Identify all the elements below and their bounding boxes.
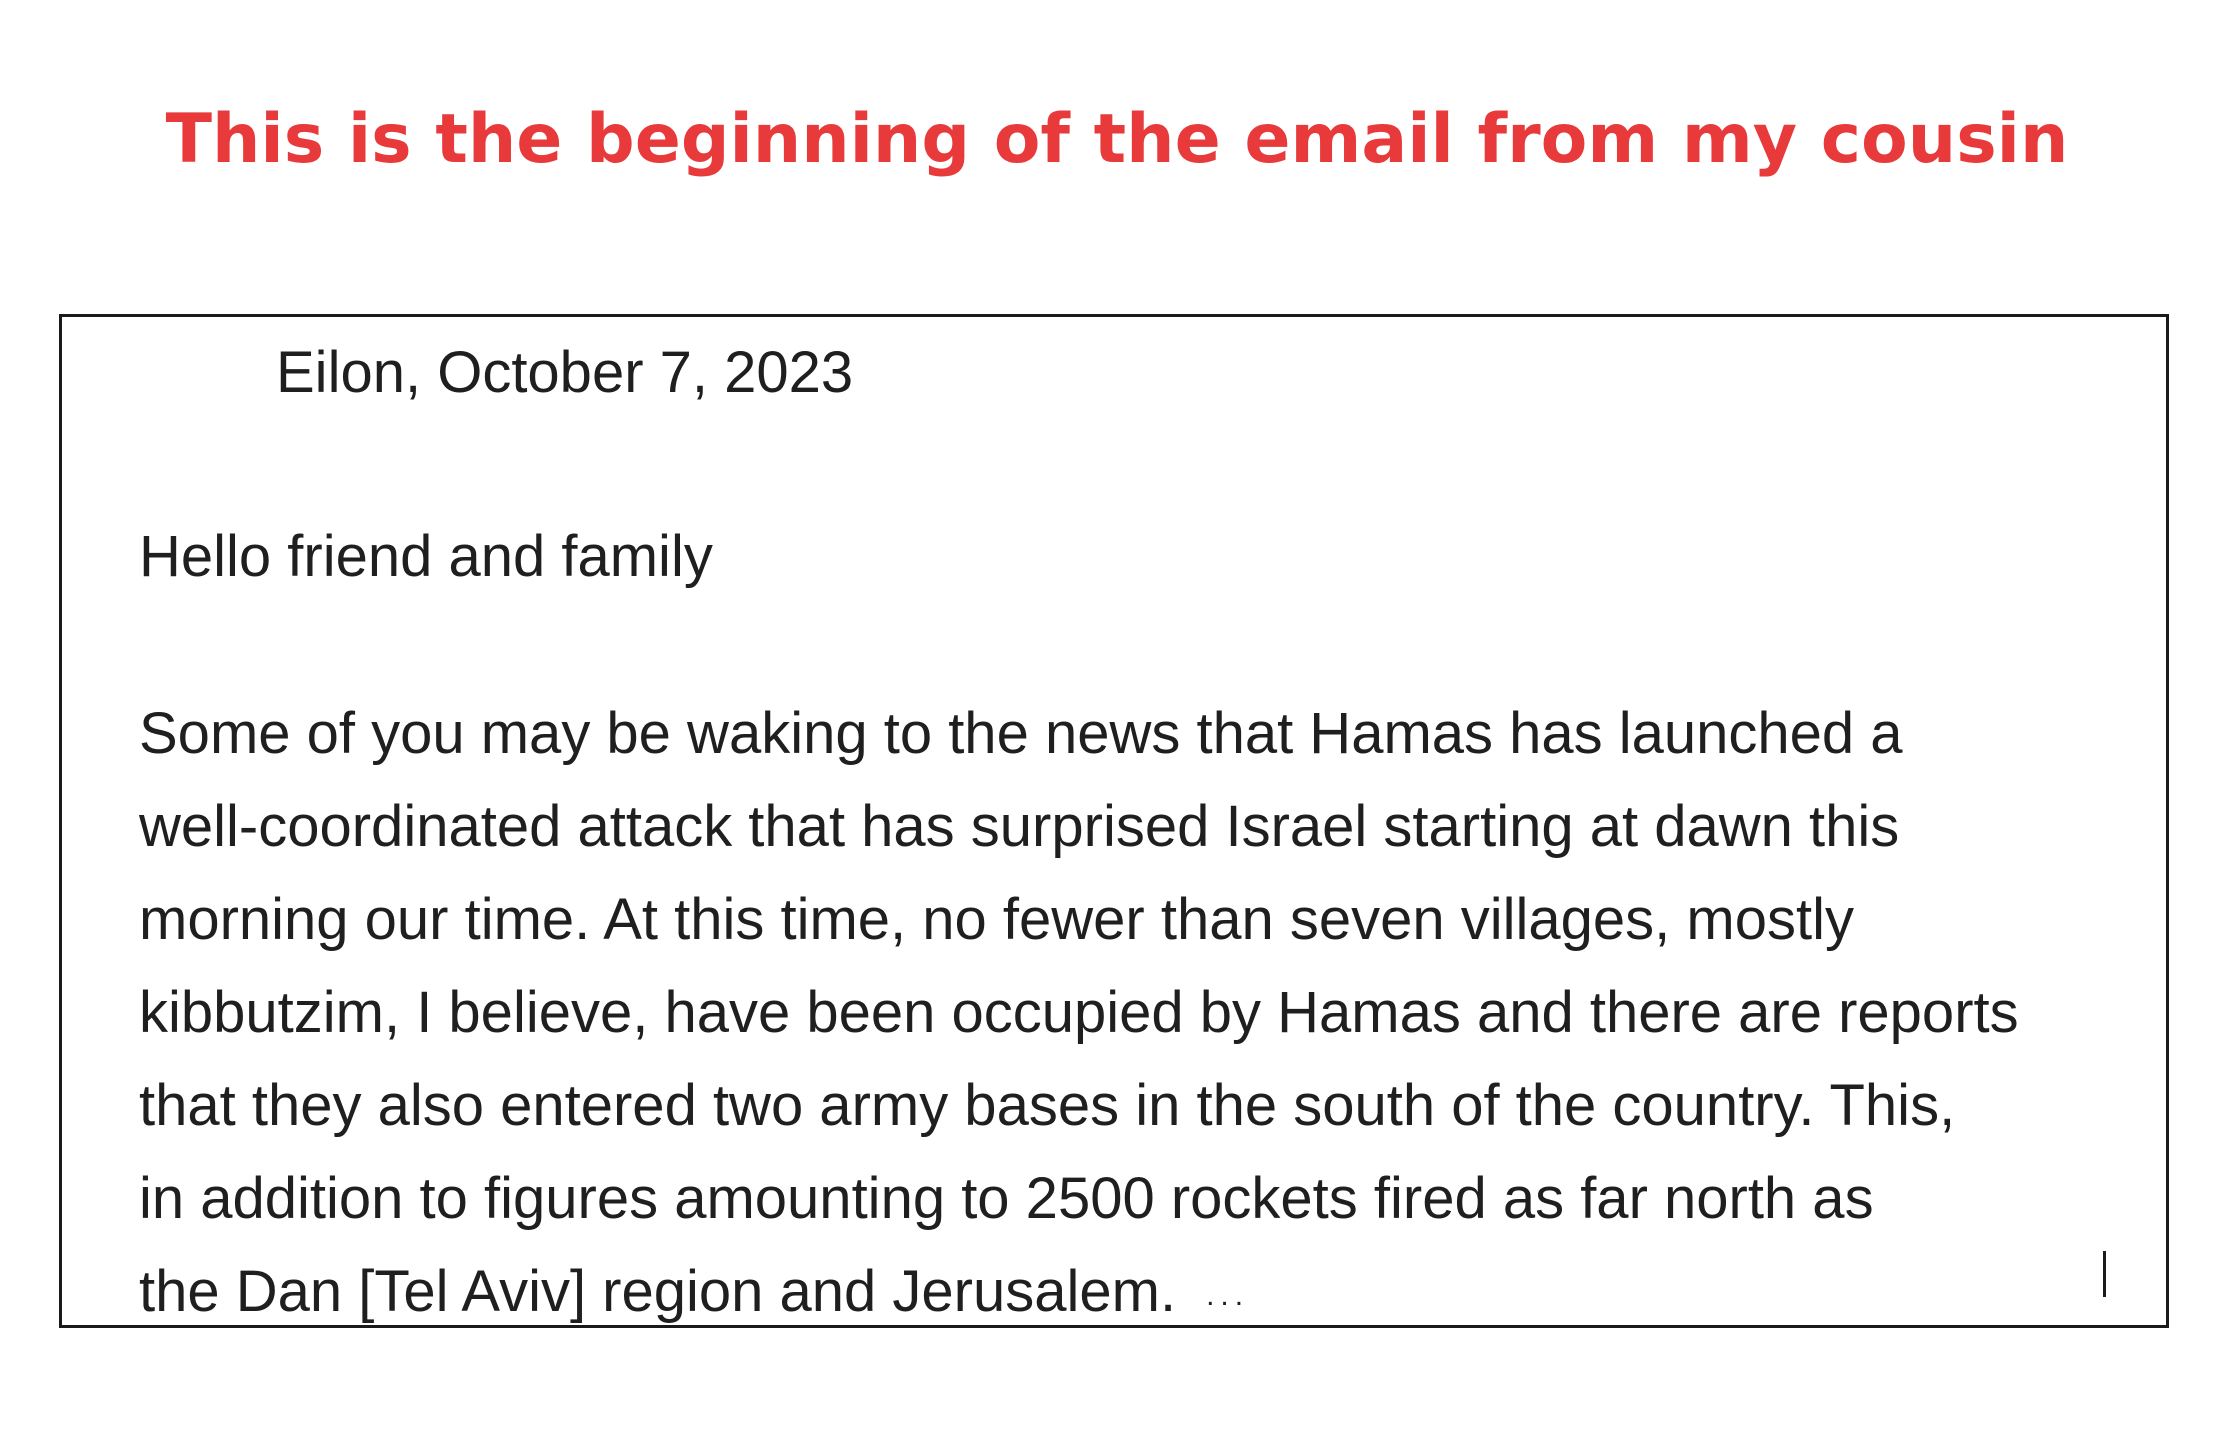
email-excerpt — [59, 314, 2169, 1328]
email-greeting: Hello friend and family — [139, 524, 713, 589]
email-dateline: Eilon, October 7, 2023 — [276, 340, 854, 405]
email-body-line: in addition to figures amounting to 2500 rockets fired as far north as — [139, 1166, 1874, 1231]
email-body-line: morning our time. At this time, no fewer than seven villages, mostly — [139, 887, 1854, 952]
email-body — [139, 687, 2019, 1342]
email-body-line-last — [139, 1245, 2019, 1342]
caption-heading: This is the beginning of the email from my cousin — [165, 100, 2069, 179]
email-body-line: that they also entered two army bases in the south of the country. This, — [139, 1073, 1956, 1138]
email-body-line: well-coordinated attack that has surprised Israel starting at dawn this — [139, 794, 1900, 859]
email-body-line-last-text: the Dan [Tel Aviv] region and Jerusalem. — [139, 1259, 1177, 1324]
ellipsis-mark: ... — [1206, 1279, 1250, 1313]
text-cursor — [2103, 1251, 2106, 1297]
email-body-line: kibbutzim, I believe, have been occupied by Hamas and there are reports — [139, 980, 2019, 1045]
email-body-line: Some of you may be waking to the news that Hamas has launched a — [139, 701, 1903, 766]
